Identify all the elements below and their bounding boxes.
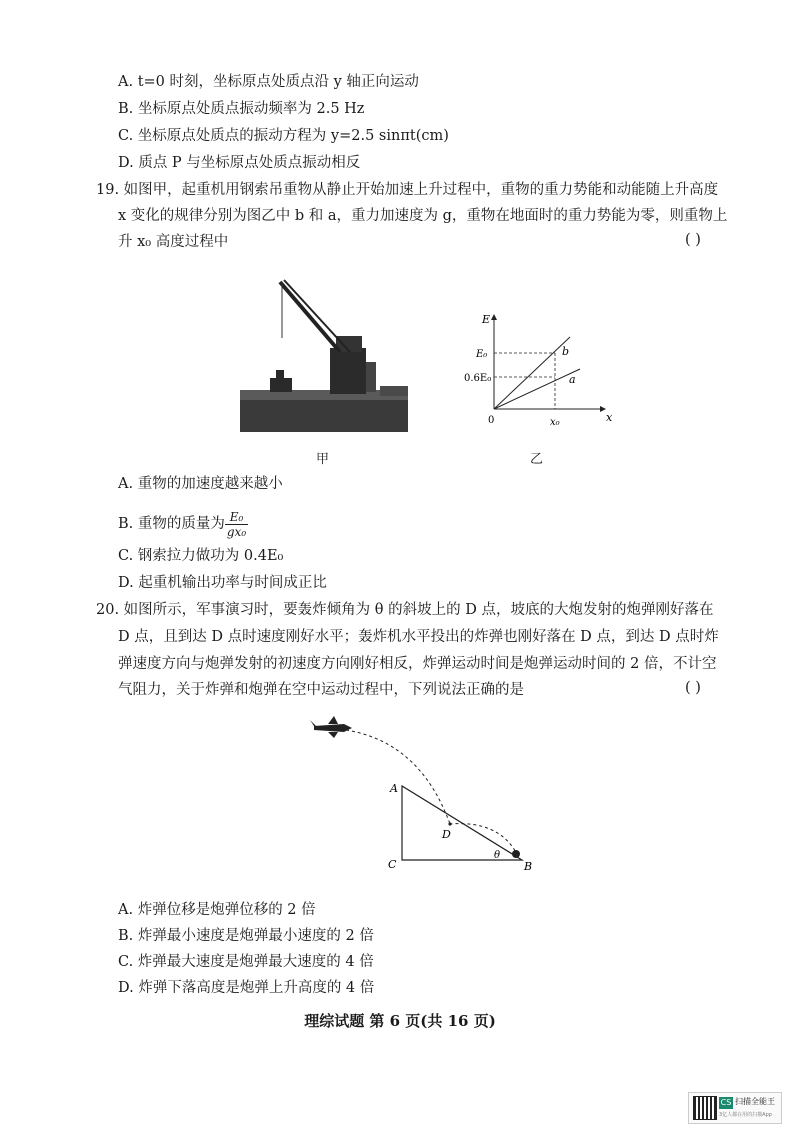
q20-option-a: A. 炸弹位移是炮弹位移的 2 倍 (118, 902, 316, 918)
crane-photo (240, 278, 408, 432)
fraction-denominator: gx₀ (226, 524, 247, 539)
q20-option-d: D. 炸弹下落高度是炮弹上升高度的 4 倍 (118, 980, 375, 996)
slope-triangle (402, 786, 522, 860)
graph-tick-06e0: 0.6E₀ (464, 373, 492, 384)
graph-tick-x0: x₀ (550, 417, 560, 428)
label-d: D (442, 828, 451, 841)
graph-axis-e: E (482, 313, 491, 326)
camscanner-title: 扫描全能王 (735, 1097, 775, 1106)
qr-code-icon (693, 1096, 717, 1120)
q19-option-c: C. 钢索拉力做功为 0.4E₀ (118, 548, 284, 564)
graph-label-a: a (569, 373, 576, 386)
q19-option-a: A. 重物的加速度越来越小 (118, 476, 283, 492)
bomb-trajectory (346, 730, 450, 824)
label-b: B (524, 860, 533, 873)
airplane-icon (310, 716, 352, 738)
graph-tick-e0: E₀ (476, 349, 488, 360)
label-theta: θ (494, 850, 501, 861)
graph-line-b (494, 337, 570, 409)
q20-option-c: C. 炸弹最大速度是炮弹最大速度的 4 倍 (118, 954, 374, 970)
q20-answer-bracket: ( ) (685, 680, 701, 696)
cannon-icon (512, 850, 520, 858)
energy-graph (464, 305, 620, 435)
q19-stem-line2: x 变化的规律分别为图乙中 b 和 a，重力加速度为 g，重物在地面时的重力势能为零，则重物上 (118, 208, 728, 224)
q19-option-b (118, 506, 248, 542)
scanner-watermark (688, 1092, 782, 1124)
q18-option-c: C. 坐标原点处质点的振动方程为 y=2.5 sinπt(cm) (118, 128, 449, 144)
fraction-numerator: E₀ (225, 510, 248, 525)
label-a: A (390, 782, 398, 795)
graph-label-b: b (562, 345, 570, 358)
q19-stem-line1: 19. 如图甲，起重机用钢索吊重物从静止开始加速上升过程中，重物的重力势能和动能随上升高度 (96, 182, 719, 198)
page-footer: 理综试题 第 6 页(共 16 页) (304, 1012, 496, 1030)
q20-stem-line2: D 点，且到达 D 点时速度刚好水平；轰炸机水平投出的炸弹也刚好落在 D 点，到达 D 点时炸 (118, 629, 719, 645)
q18-option-a: A. t=0 时刻，坐标原点处质点沿 y 轴正向运动 (118, 74, 419, 90)
figure-yi-label: 乙 (530, 452, 544, 467)
q19-answer-bracket: ( ) (685, 232, 701, 248)
label-c: C (388, 858, 397, 871)
q19-option-d: D. 起重机输出功率与时间成正比 (118, 575, 327, 591)
q20-option-b: B. 炸弹最小速度是炮弹最小速度的 2 倍 (118, 928, 374, 944)
graph-origin: 0 (488, 415, 495, 426)
slope-diagram (300, 712, 550, 877)
q20-stem-line3: 弹速度方向与炮弹发射的初速度方向刚好相反，炸弹运动时间是炮弹运动时间的 2 倍，不计空 (118, 656, 717, 672)
q20-stem-line4: 气阻力，关于炸弹和炮弹在空中运动过程中，下列说法正确的是 (118, 682, 524, 698)
camscanner-subtitle: 3亿人都在用的扫描App (719, 1112, 772, 1118)
q19-stem-line3: 升 x₀ 高度过程中 (118, 234, 229, 250)
q19-option-b-prefix: B. 重物的质量为 (118, 516, 225, 532)
q18-option-b: B. 坐标原点处质点振动频率为 2.5 Hz (118, 101, 365, 117)
q20-stem-line1: 20. 如图所示，军事演习时，要轰炸倾角为 θ 的斜坡上的 D 点，坡底的大炮发射的炮弹刚好落在 (96, 602, 714, 618)
mass-fraction (225, 510, 248, 539)
q18-option-d: D. 质点 P 与坐标原点处质点振动相反 (118, 155, 361, 171)
figure-jia-label: 甲 (316, 452, 330, 467)
camscanner-badge: CS (720, 1098, 732, 1107)
graph-line-a (494, 369, 580, 409)
point-d (448, 822, 451, 825)
graph-axis-x: x (606, 411, 613, 424)
